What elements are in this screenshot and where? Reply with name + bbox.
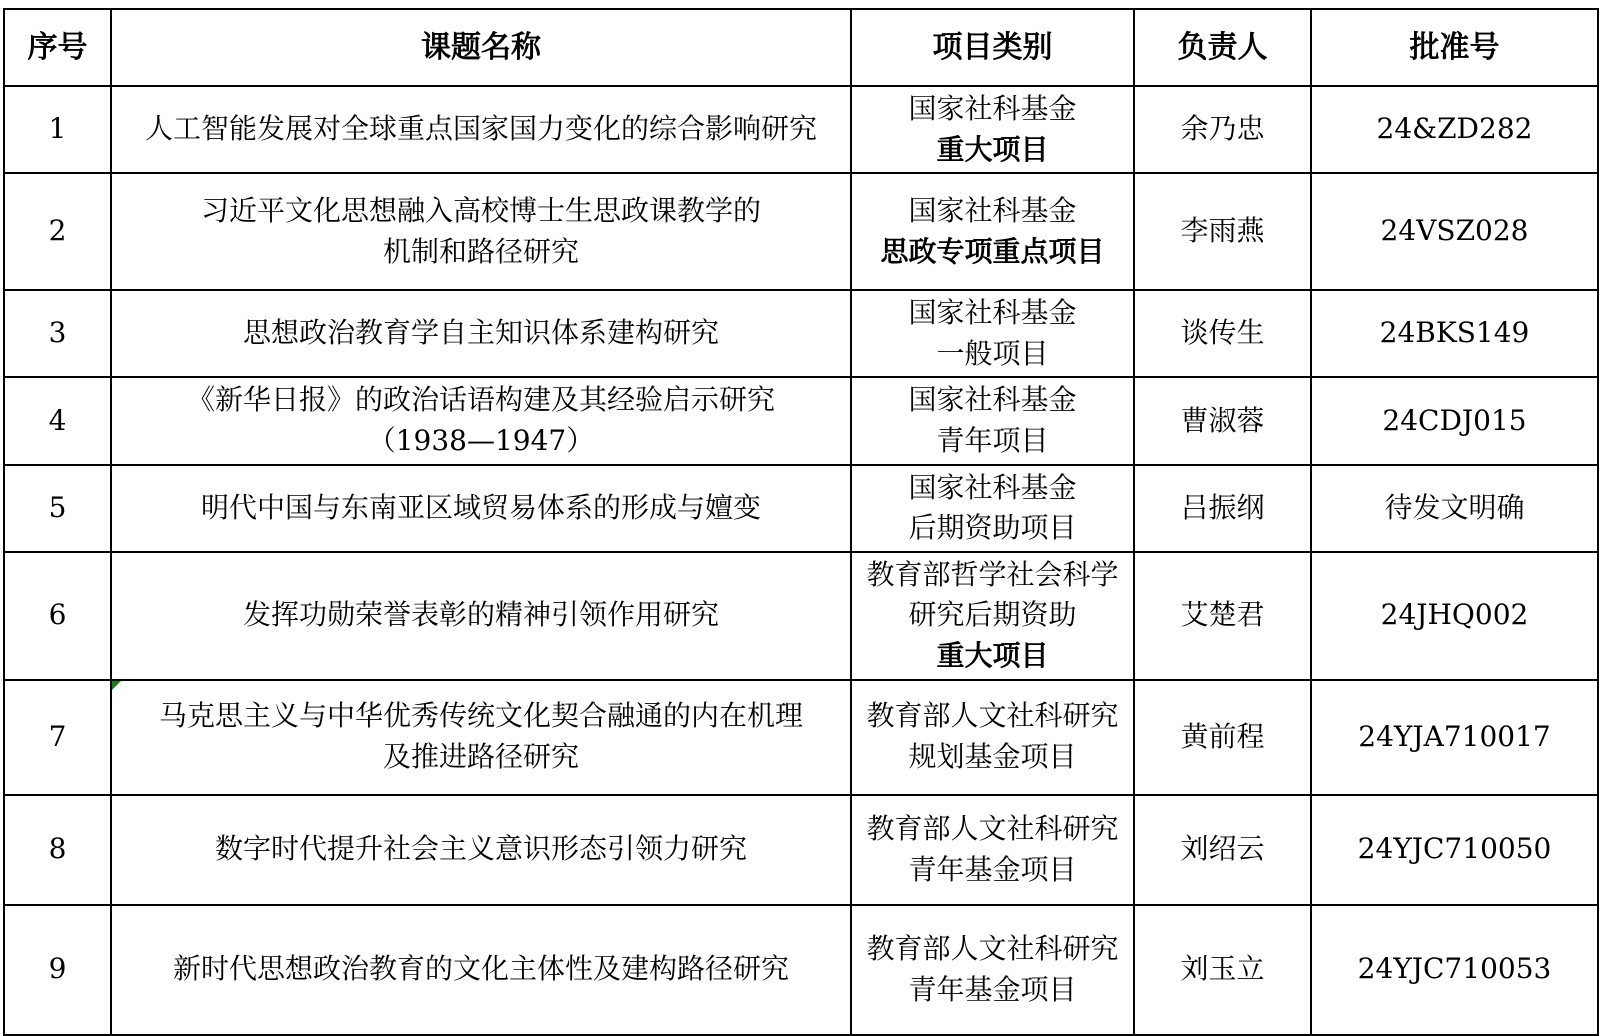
category-line: 国家社科基金	[908, 194, 1077, 228]
title-line: （1938—1947）	[367, 423, 595, 457]
category-line: 教育部哲学社会科学	[866, 557, 1119, 591]
cell-no: 2	[4, 173, 111, 290]
table-row	[4, 795, 1598, 905]
cell-no: 7	[4, 680, 111, 795]
header-no: 序号	[4, 9, 111, 86]
cell-category	[851, 795, 1134, 905]
cell-no: 1	[4, 86, 111, 173]
title-line: 习近平文化思想融入高校博士生思政课教学的	[200, 194, 761, 228]
cell-leader: 曹淑蓉	[1134, 377, 1311, 464]
cell-title	[111, 86, 851, 173]
title-line: 机制和路径研究	[382, 234, 579, 268]
category-line: 重大项目	[936, 132, 1049, 166]
cell-no: 6	[4, 552, 111, 680]
cell-no: 4	[4, 377, 111, 464]
cell-title	[111, 680, 851, 795]
table-row	[4, 905, 1598, 1035]
cell-title	[111, 465, 851, 552]
category-line: 一般项目	[936, 336, 1049, 370]
cell-grant-no: 24YJA710017	[1311, 680, 1598, 795]
cell-leader: 余乃忠	[1134, 86, 1311, 173]
category-line: 教育部人文社科研究	[866, 931, 1119, 965]
cell-category	[851, 86, 1134, 173]
cell-corner-marker-icon	[112, 681, 121, 690]
table-row	[4, 290, 1598, 377]
cell-leader: 黄前程	[1134, 680, 1311, 795]
category-line: 思政专项重点项目	[880, 234, 1105, 268]
table-row	[4, 465, 1598, 552]
header-grant-no: 批准号	[1311, 9, 1598, 86]
cell-leader: 李雨燕	[1134, 173, 1311, 290]
category-line: 教育部人文社科研究	[866, 811, 1119, 845]
cell-grant-no: 24&ZD282	[1311, 86, 1598, 173]
cell-title	[111, 290, 851, 377]
title-line: 发挥功勋荣誉表彰的精神引领作用研究	[242, 598, 719, 632]
cell-title	[111, 173, 851, 290]
cell-grant-no: 24JHQ002	[1311, 552, 1598, 680]
title-line: 明代中国与东南亚区域贸易体系的形成与嬗变	[200, 490, 761, 524]
header-category: 项目类别	[851, 9, 1134, 86]
title-line: 思想政治教育学自主知识体系建构研究	[242, 316, 719, 350]
cell-grant-no: 24VSZ028	[1311, 173, 1598, 290]
cell-category	[851, 290, 1134, 377]
category-line: 教育部人文社科研究	[866, 699, 1119, 733]
cell-category	[851, 173, 1134, 290]
category-line: 后期资助项目	[908, 511, 1077, 545]
cell-grant-no: 24CDJ015	[1311, 377, 1598, 464]
table-row	[4, 377, 1598, 464]
table-row	[4, 552, 1598, 680]
cell-grant-no: 24YJC710053	[1311, 905, 1598, 1035]
cell-leader: 刘绍云	[1134, 795, 1311, 905]
cell-category	[851, 905, 1134, 1035]
cell-no: 5	[4, 465, 111, 552]
cell-leader: 艾楚君	[1134, 552, 1311, 680]
header-row	[4, 9, 1598, 86]
cell-title	[111, 905, 851, 1035]
cell-grant-no: 待发文明确	[1311, 465, 1598, 552]
table-row	[4, 86, 1598, 173]
grant-table	[3, 8, 1599, 1036]
cell-no: 3	[4, 290, 111, 377]
cell-title	[111, 795, 851, 905]
category-line: 规划基金项目	[908, 740, 1077, 774]
title-line: 数字时代提升社会主义意识形态引领力研究	[214, 832, 747, 866]
category-line: 国家社科基金	[908, 383, 1077, 417]
cell-category	[851, 680, 1134, 795]
cell-title	[111, 377, 851, 464]
cell-no: 8	[4, 795, 111, 905]
cell-category	[851, 377, 1134, 464]
title-line: 及推进路径研究	[382, 740, 579, 774]
header-title: 课题名称	[111, 9, 851, 86]
cell-title	[111, 552, 851, 680]
category-line: 研究后期资助	[908, 598, 1077, 632]
title-line: 马克思主义与中华优秀传统文化契合融通的内在机理	[158, 699, 803, 733]
title-line: 新时代思想政治教育的文化主体性及建构路径研究	[172, 952, 789, 986]
cell-category	[851, 465, 1134, 552]
cell-leader: 谈传生	[1134, 290, 1311, 377]
category-line: 青年基金项目	[908, 852, 1077, 886]
grant-table-container	[3, 8, 1599, 1036]
table-row	[4, 173, 1598, 290]
table-body	[4, 86, 1598, 1035]
category-line: 青年基金项目	[908, 972, 1077, 1006]
category-line: 国家社科基金	[908, 92, 1077, 125]
title-line: 人工智能发展对全球重点国家国力变化的综合影响研究	[144, 112, 817, 146]
cell-grant-no: 24BKS149	[1311, 290, 1598, 377]
cell-leader: 吕振纲	[1134, 465, 1311, 552]
category-line: 重大项目	[936, 638, 1049, 672]
category-line: 国家社科基金	[908, 470, 1077, 504]
title-line: 《新华日报》的政治话语构建及其经验启示研究	[186, 383, 775, 417]
cell-leader: 刘玉立	[1134, 905, 1311, 1035]
table-header	[4, 9, 1598, 86]
cell-category	[851, 552, 1134, 680]
category-line: 国家社科基金	[908, 296, 1077, 330]
cell-no: 9	[4, 905, 111, 1035]
category-line: 青年项目	[936, 423, 1049, 457]
table-row	[4, 680, 1598, 795]
header-leader: 负责人	[1134, 9, 1311, 86]
cell-grant-no: 24YJC710050	[1311, 795, 1598, 905]
